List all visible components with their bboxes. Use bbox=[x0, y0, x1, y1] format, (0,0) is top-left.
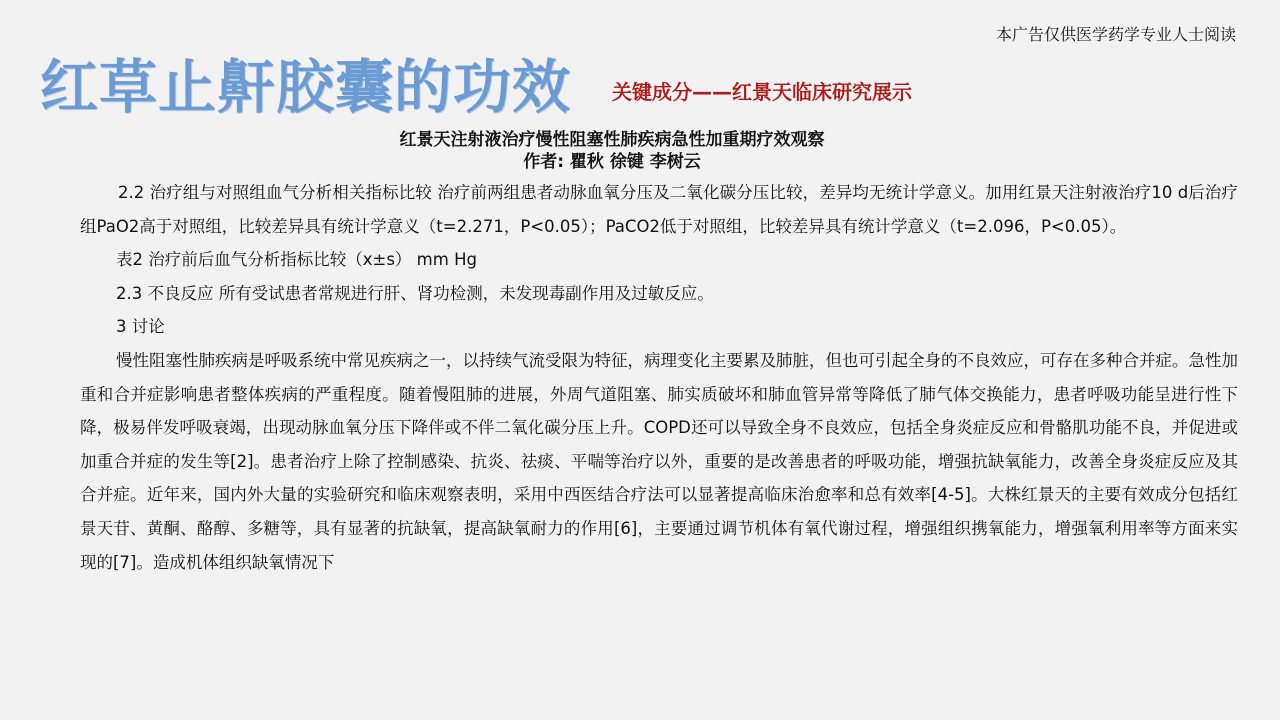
table-caption: 表2 治疗前后血气分析指标比较（x±s） mm Hg bbox=[116, 250, 477, 270]
ad-disclaimer: 本广告仅供医学药学专业人士阅读 bbox=[995, 25, 1236, 44]
paragraph-discussion: 慢性阻塞性肺疾病是呼吸系统中常见疾病之一，以持续气流受限为特征，病理变化主要累及肺脏，但也可引起全身的不良效应，可存在多种合并症。急性加重和合并症影响患者整体疾病的严重程度。随着慢阻肺的进展，外周气道阻塞、肺实质破坏和肺血管异常等降低了肺气体交换能力，患者呼吸功能呈进行性下降，极易伴发呼吸衰竭，出现动脉血氧分压下降伴或不伴二氧化碳分压上升。COPD还可以导致全身不良效应，包括全身炎症反应和骨骼肌功能不良，并促进或加重合并症的发生等[2]。患者治疗上除了控制感染、抗炎、祛痰、平喘等治疗以外，重要的是改善患者的呼吸功能，增强抗缺氧能力，改善全身炎症反应及其合并症。近年来，国内外大量的实验研究和临床观察表明，采用中西医结合疗法可以显著提高临床治愈率和总有效率[4-5]。大株红景天的主要有效成分包括红景天苷、黄酮、酪醇、多糖等，具有显著的抗缺氧，提高缺氧耐力的作用[6]，主要通过调节机体有氧代谢过程，增强组织携氧能力，增强氧利用率等方面来实现的[7]。造成机体组织缺氧情况下 bbox=[80, 350, 1238, 572]
article-title: 红景天注射液治疗慢性阻塞性肺疾病急性加重期疗效观察 bbox=[399, 130, 825, 150]
paragraph-adverse-reactions: 2.3 不良反应 所有受试患者常规进行肝、肾功检测，未发现毒副作用及过敏反应。 bbox=[116, 283, 714, 303]
paragraph-blood-gas-comparison: 2.2 治疗组与对照组血气分析相关指标比较 治疗前两组患者动脉血氧分压及二氧化碳分压比较，差异均无统计学意义。加用红景天注射液治疗10 d后治疗组PaO2高于对照组，比较差异具有统计学意义（t=2.271，P<0.05）；PaCO2低于对照组，比较差异具有统计学意义（t=2.096，P<0.05）。 bbox=[80, 183, 1238, 236]
article-body bbox=[80, 176, 1238, 579]
subtitle: 关键成分——红景天临床研究展示 bbox=[612, 80, 912, 104]
article-authors: 作者: 瞿秋 徐键 李树云 bbox=[523, 152, 701, 172]
section-heading-discussion: 3 讨论 bbox=[116, 317, 165, 337]
main-title: 红草止鼾胶囊的功效 bbox=[40, 53, 572, 121]
